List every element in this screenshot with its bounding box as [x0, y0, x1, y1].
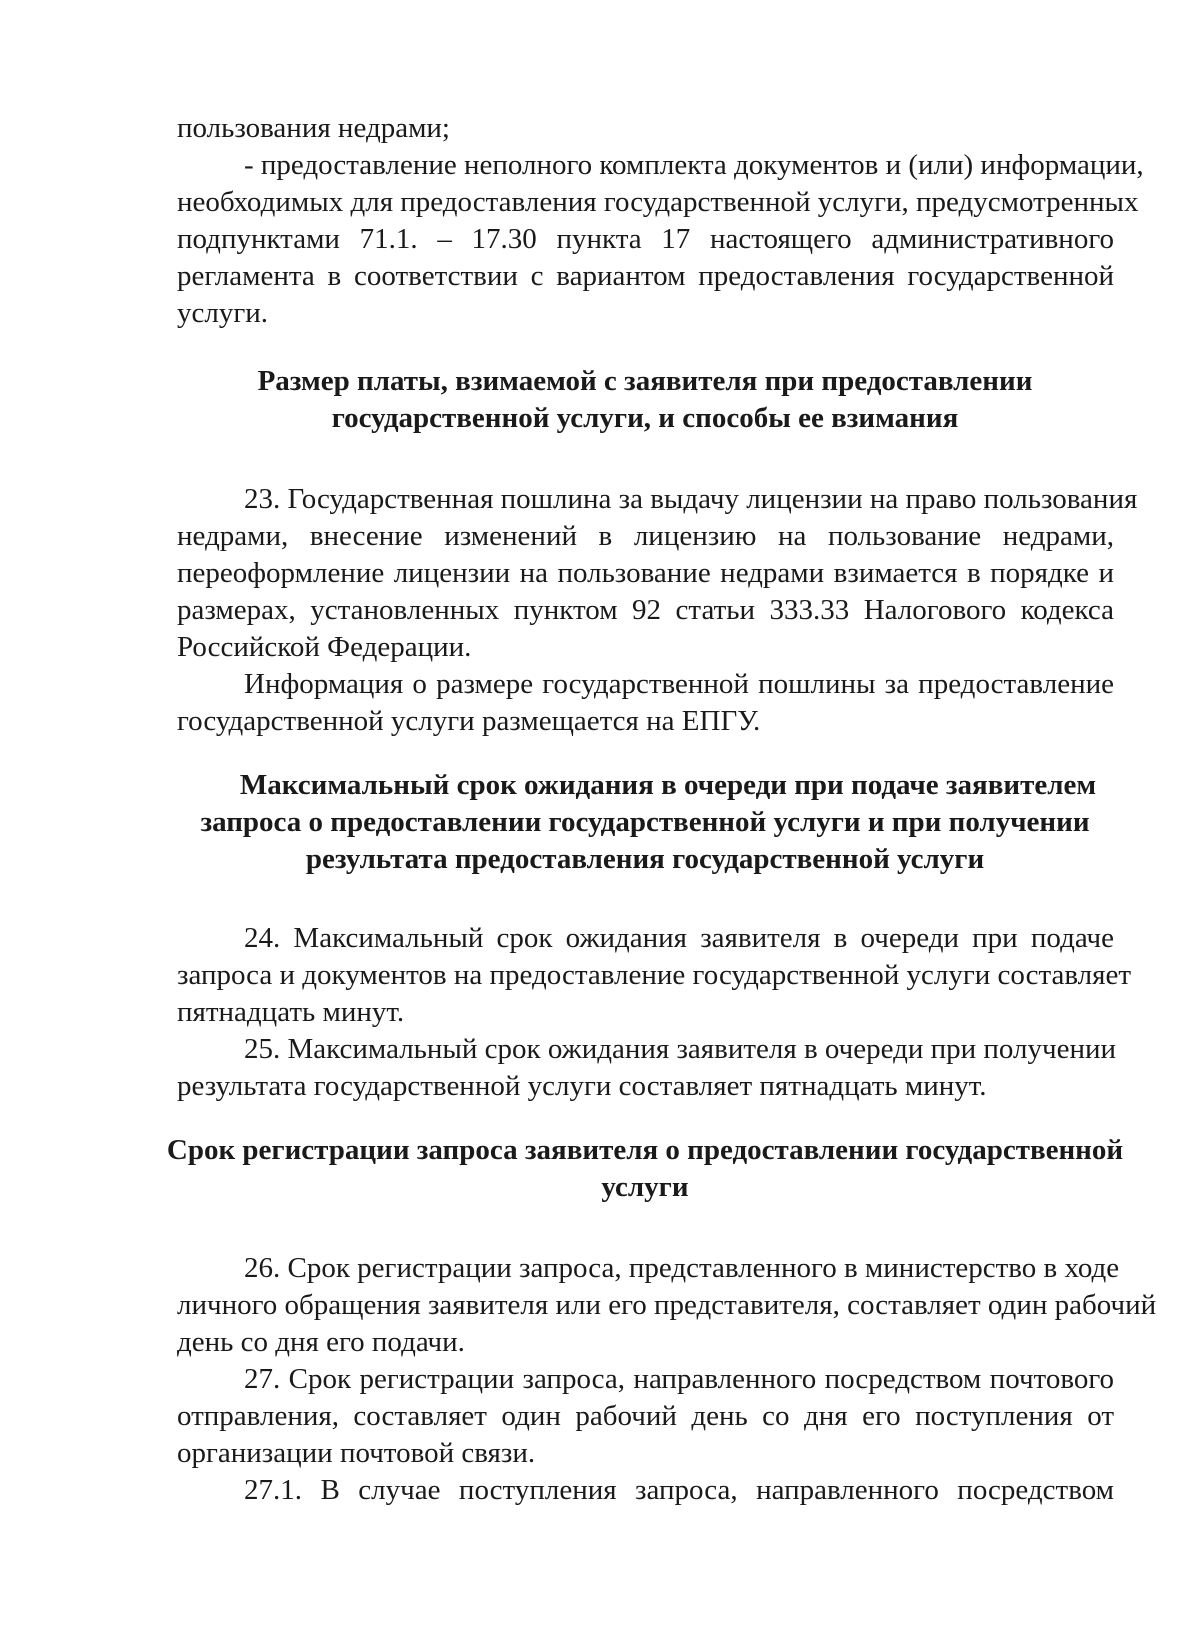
body-line: 27. Срок регистрации запроса, направленного посредством почтового — [244, 1363, 1114, 1395]
body-line: запроса и документов на предоставление государственной услуги составляет — [177, 959, 1132, 991]
section-heading: результата предоставления государственной услуги — [305, 843, 985, 875]
body-line: 27.1. В случае поступления запроса, направленного посредством — [244, 1474, 1114, 1506]
body-line: 23. Государственная пошлина за выдачу лицензии на право пользования — [244, 483, 1138, 515]
body-line: Информация о размере государственной пошлины за предоставление — [244, 668, 1114, 700]
body-line: недрами, внесение изменений в лицензию на пользование недрами, — [177, 520, 1114, 552]
section-heading: запроса о предоставлении государственной услуги и при получении — [200, 806, 1090, 838]
body-line: день со дня его подачи. — [177, 1326, 465, 1358]
body-line: размерах, установленных пунктом 92 статьи 333.33 Налогового кодекса — [177, 594, 1114, 626]
section-heading: Размер платы, взимаемой с заявителя при предоставлении — [257, 365, 1033, 397]
body-line: регламента в соответствии с вариантом предоставления государственной — [177, 260, 1114, 292]
section-heading: государственной услуги, и способы ее взимания — [331, 402, 959, 434]
body-line: 25. Максимальный срок ожидания заявителя в очереди при получении — [244, 1033, 1117, 1065]
body-line: организации почтовой связи. — [177, 1437, 536, 1469]
body-line: подпунктами 71.1. – 17.30 пункта 17 настоящего административного — [177, 223, 1114, 255]
body-line: 26. Срок регистрации запроса, представленного в министерство в ходе — [244, 1252, 1120, 1284]
body-line: пятнадцать минут. — [177, 996, 405, 1028]
body-line: 24. Максимальный срок ожидания заявителя в очереди при подаче — [244, 922, 1114, 954]
section-heading: Максимальный срок ожидания в очереди при подаче заявителем — [239, 769, 1097, 801]
section-heading: услуги — [601, 1171, 689, 1203]
body-line: пользования недрами; — [177, 112, 450, 144]
body-line: услуги. — [177, 297, 269, 329]
body-line: отправления, составляет один рабочий день со дня его поступления от — [177, 1400, 1114, 1432]
body-line: переоформление лицензии на пользование недрами взимается в порядке и — [177, 557, 1114, 589]
body-line: Российской Федерации. — [177, 631, 472, 663]
body-line: - предоставление неполного комплекта документов и (или) информации, — [244, 149, 1144, 181]
body-line: личного обращения заявителя или его представителя, составляет один рабочий — [177, 1289, 1157, 1321]
body-line: результата государственной услуги составляет пятнадцать минут. — [177, 1070, 987, 1102]
section-heading: Срок регистрации запроса заявителя о предоставлении государственной — [166, 1134, 1124, 1166]
body-line: государственной услуги размещается на ЕПГУ. — [177, 705, 761, 737]
body-line: необходимых для предоставления государственной услуги, предусмотренных — [177, 186, 1139, 218]
